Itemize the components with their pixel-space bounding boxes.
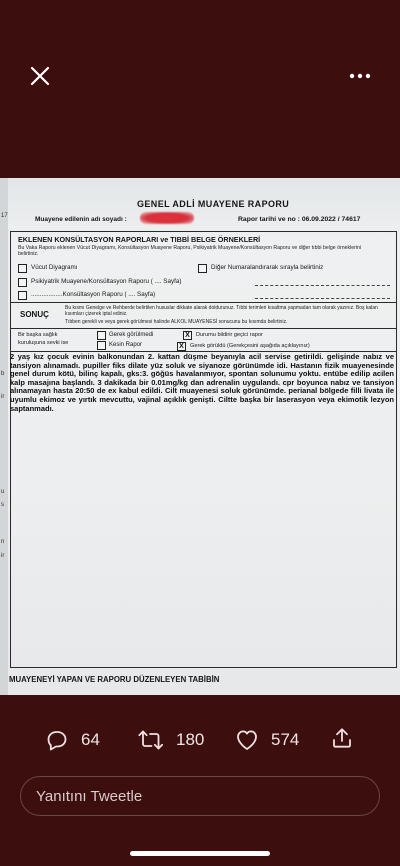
heart-icon [234,728,260,752]
close-button[interactable] [28,64,52,88]
reply-button[interactable] [45,728,69,752]
checkbox-required [177,342,186,351]
reply-input-placeholder: Yanıtını Tweetle [36,788,143,805]
temporary-report-label: Durumu bildirir geçici rapor [196,332,263,338]
like-count: 574 [271,730,300,749]
retweet-icon [137,728,165,752]
signature-heading: MUAYENEYİ YAPAN VE RAPORU DÜZENLEYEN TABİBİN [9,675,220,684]
report-title: GENEL ADLİ MUAYENE RAPORU [137,199,290,209]
attachments-heading: EKLENEN KONSÜLTASYON RAPORLARI ve TIBBİ BELGE ÖRNEKLERİ [18,235,261,244]
checkbox-other [198,264,207,273]
other-label: Diğer Numaralandırarak sırayla belirtiniz [211,264,324,271]
section-divider [10,328,396,329]
checkbox-temporary-report [183,331,192,340]
retweet-count: 180 [176,730,205,749]
result-heading: SONUÇ [20,310,49,319]
checkbox-final-report [97,341,106,350]
tweet-media-image[interactable] [0,178,400,695]
retweet-button[interactable] [137,728,165,752]
referral-label: Bir başka sağlık [18,332,58,338]
fill-in-line [255,285,390,286]
checkbox-consultation-report [18,291,27,300]
close-icon [28,64,52,88]
body-diagram-label: Vücut Diyagramı [31,264,78,271]
not-required-label: Gerek görülmedi [109,332,154,338]
result-note: Bu kısmı Genelge ve Rehberde belirtilen hususlar dikkate alarak doldurunuz. Tıbbi terimleri kısaltma yapmadan tam olarak yazınız. Boş kalan kısımları çizerek iptal ediniz. [65,305,378,317]
reply-icon [45,728,69,752]
more-options-button[interactable] [346,70,374,82]
referral-label-line-2: kuruluşuna sevki ise [18,340,69,346]
patient-name-label: Muayene edilenin adı soyadı : [35,216,127,223]
psychiatric-report-label: Psikiyatrik Muayene/Konsültasyon Raporu ( .... Sayfa) [31,278,182,285]
report-date-number: Rapor tarihi ve no : 06.09.2022 / 74617 [238,216,361,223]
margin-fragment: b [1,371,5,377]
margin-fragment: ir [1,553,5,559]
margin-fragment: n [1,539,5,545]
required-label: Gerek görüldü (Gerekçesini aşağıda açıklayınız) [190,343,310,349]
share-icon [330,726,354,750]
share-button[interactable] [330,726,354,750]
redaction-mark [140,212,194,224]
more-horizontal-icon [346,70,374,82]
section-divider [10,302,396,303]
checkbox-not-required [97,331,106,340]
consultation-report-label: ..................Konsültasyon Raporu ( .... Sayfa) [31,291,156,298]
reply-count: 64 [81,730,100,749]
attachments-note: Bu Vaka Raporu eklenen Vücut Diyagramı, Konsültasyon Muayene Raporu, Psikiyatrik Muayene/Konsültasyon Raporu ve diğer tıbbi belge örneklerini belirtiniz. [18,245,362,257]
checkbox-body-diagram [18,264,27,273]
checkbox-psychiatric-report [18,278,27,287]
reply-input[interactable] [20,776,380,816]
result-alcohol-note: Tıbben gerekli ve veya gerek görülmesi halinde ALKOL MUAYENESİ sonucunu bu kısımda belirtiniz. [65,319,288,325]
margin-fragment: 17 [1,213,8,219]
findings-text: 2 yaş kız çocuk evinin balkonundan 2. kattan düşme beyanıyla acil servise getirildi. gelişinde nabız ve tansiyon alınamadı. pupiller fiks dilate yüz soluk ve siyanoze görünümde idi. Hastanın fizik muayenesinde genel durum kötü, bilinç kapalı, gks:3. göğüs havalanmıyor, spontan solunumu yoktu. entübe edilip acilen kalp masajına başlandı. 3 dakikada bir 0.01mg/kg dan adrenalin uygulandı. cpr boyunca nabız ve tansiyon alınamayan hasta 20:50 de ex kabul edildi. Cilt muayenesi soluk görünümde. perianal bölgede filli livata ile uyumlu ekimoz ve yırtık mevcuttu, vajinal açıklık genişti. Ciltte başka bir laserasyon veya ekimotik lezyon saptanmadı. [10,352,394,413]
margin-fragment: ir [1,394,5,400]
margin-fragment: u [1,489,5,495]
fill-in-line [255,298,390,299]
margin-fragment: s [1,502,4,508]
home-indicator[interactable] [130,851,270,856]
final-report-label: Kesin Rapor [109,342,143,348]
like-button[interactable] [234,728,260,752]
